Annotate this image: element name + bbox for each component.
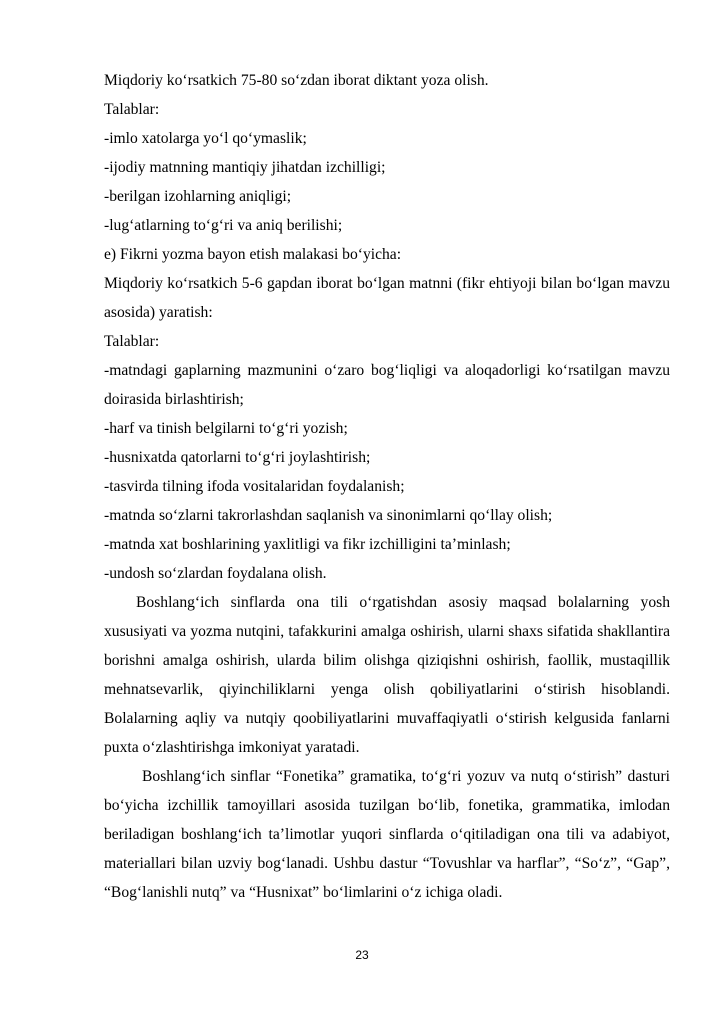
heading-talablar-1: Talablar:: [104, 101, 160, 118]
paragraph-boshlangich-2: Boshlang‘ich sinflar “Fonetika” gramatika, to‘g‘ri yozuv va nutq o‘stirish” dasturi bo‘yicha izchillik tamoyillari asosida tuzilgan bo‘lib, fonetika, grammatika, imlodan beriladigan boshlang‘ich ta’limotlar yuqori sinflarda o‘qitiladigan ona tili va adabiyot, materiallari bilan uzviy bog‘lanadi. Ushbu dastur “Tovushlar va harflar”, “So‘z”, “Gap”, “Bog‘lanishli nutq” va “Husnixat” bo‘limlarini o‘z ichiga oladi.: [104, 768, 670, 901]
list-item-ijodiy: -ijodiy matnning mantiqiy jihatdan izchilligi;: [104, 159, 386, 176]
list-item-matndagi: -matndagi gaplarning mazmunini o‘zaro bog‘liqligi va aloqadorligi ko‘rsatilgan mavzu doirasida birlashtirish;: [104, 362, 670, 408]
section-heading-fikr: e) Fikrni yozma bayon etish malakasi bo‘yicha:: [104, 246, 402, 263]
text-line-diktant: Miqdoriy ko‘rsatkich 75-80 so‘zdan iborat diktant yoza olish.: [104, 72, 489, 89]
list-item-husnixat: -husnixatda qatorlarni to‘g‘ri joylashtirish;: [104, 449, 371, 466]
list-item-takrorlash: -matnda so‘zlarni takrorlashdan saqlanish va sinonimlarni qo‘llay olish;: [104, 507, 553, 524]
list-item-izohlar: -berilgan izohlarning aniqligi;: [104, 188, 292, 205]
document-page: [104, 66, 670, 907]
paragraph-miqdoriy: Miqdoriy ko‘rsatkich 5-6 gapdan iborat bo‘lgan matnni (fikr ehtiyoji bilan bo‘lgan mavzu asosida) yaratish:: [104, 275, 670, 321]
paragraph-boshlangich-1: Boshlang‘ich sinflarda ona tili o‘rgatishdan asosiy maqsad bolalarning yosh xususiyati va yozma nutqini, tafakkurini amalga oshirish, ularni shaxs sifatida shakllantira borishni amalga oshirish, ularda bilim olishga qiziqishni oshirish, faollik, mustaqillik mehnatsevarlik, qiyinchiliklarni yenga olish qobiliyatlarini o‘stirish hisoblandi. Bolalarning aqliy va nutqiy qoobiliyatlarini muvaffaqiyatli o‘stirish kelgusida fanlarni puxta o‘zlashtirishga imkoniyat yaratadi.: [104, 594, 670, 756]
list-item-tasvir: -tasvirda tilning ifoda vositalaridan foydalanish;: [104, 478, 405, 495]
list-item-harf: -harf va tinish belgilarni to‘g‘ri yozish;: [104, 420, 348, 437]
list-item-imlo: -imlo xatolarga yo‘l qo‘ymaslik;: [104, 130, 307, 147]
list-item-undosh: -undosh so‘zlardan foydalana olish.: [104, 565, 327, 582]
list-item-xat-boshlari: -matnda xat boshlarining yaxlitligi va fikr izchilligini ta’minlash;: [104, 536, 511, 553]
page-number: 23: [355, 948, 369, 962]
heading-talablar-2: Talablar:: [104, 333, 160, 350]
list-item-lugatlar: -lug‘atlarning to‘g‘ri va aniq berilishi;: [104, 217, 343, 234]
